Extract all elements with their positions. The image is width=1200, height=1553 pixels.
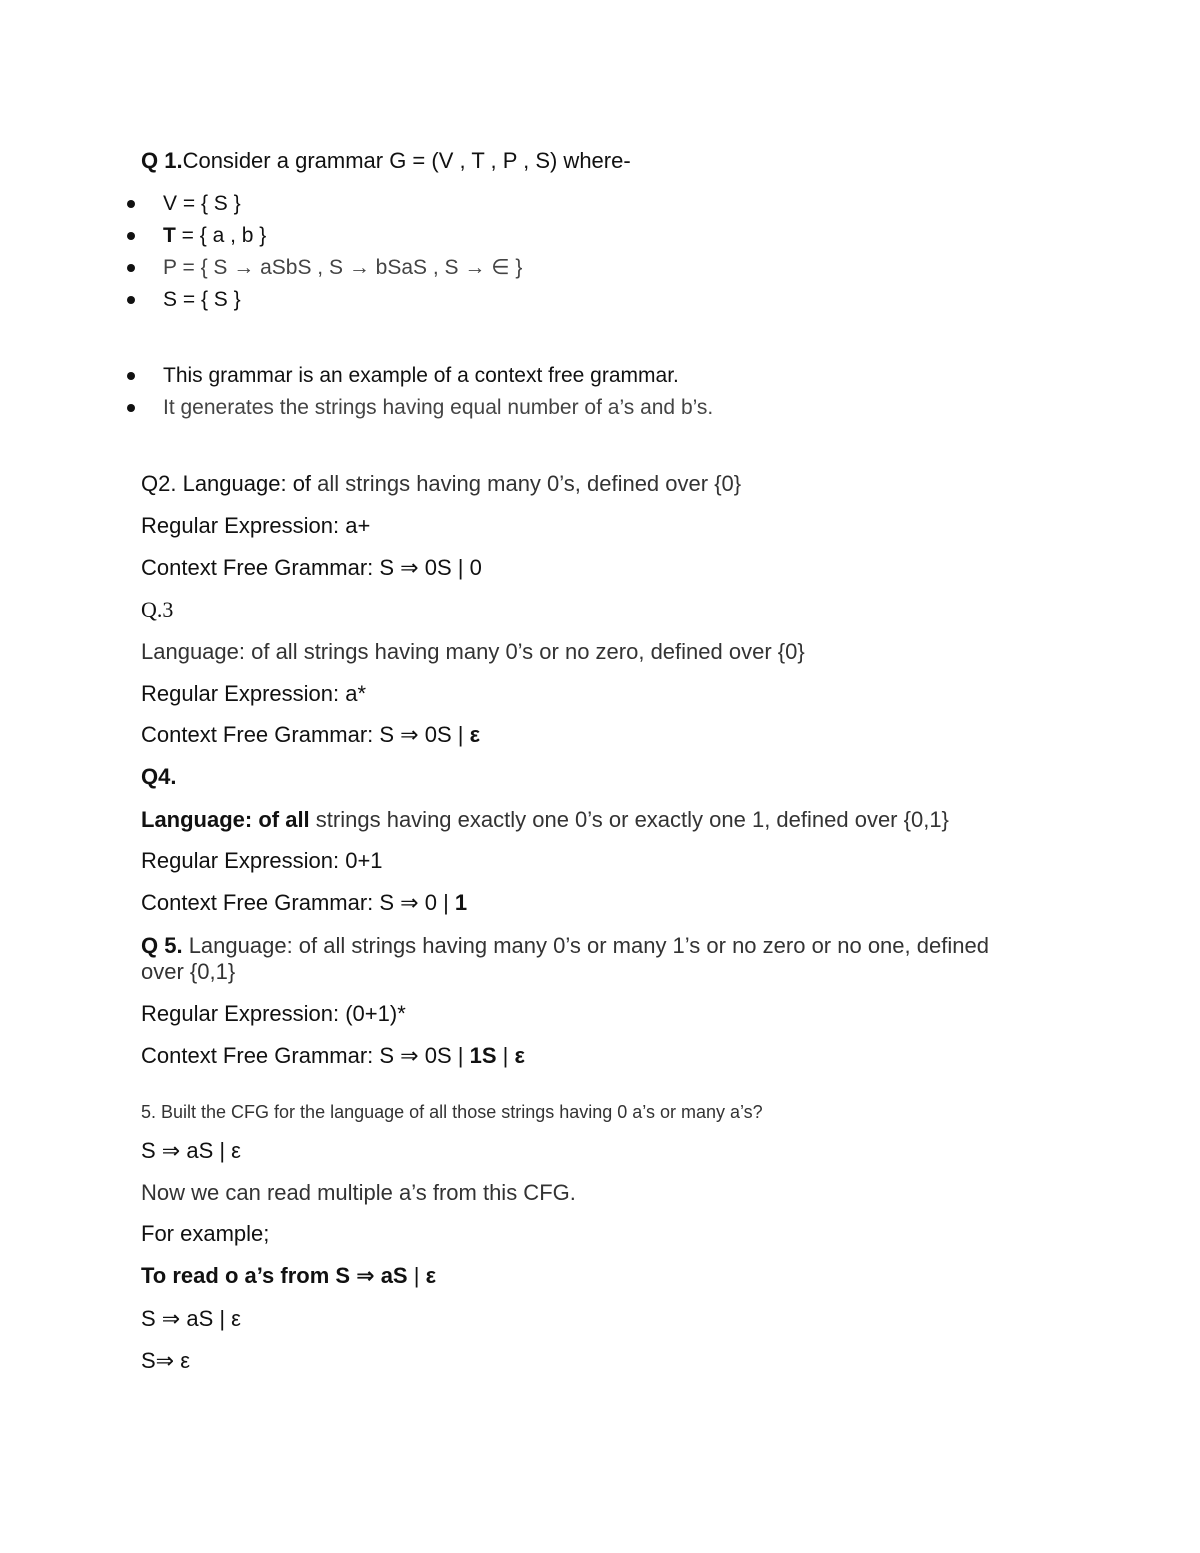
q2-regex: [141, 513, 370, 539]
read-heading-epsilon: ε: [425, 1263, 437, 1288]
def-label: P: [163, 256, 177, 279]
q6-step-1: S ⇒ aS | ε: [141, 1306, 241, 1331]
list-item: [163, 363, 679, 389]
bullet-dot-icon: [127, 372, 135, 380]
note-text: It generates the strings having equal number of a’s and b’s.: [163, 396, 714, 419]
list-item: [163, 395, 713, 421]
q5-language-line1: [141, 933, 989, 959]
q6-read-heading: [141, 1263, 436, 1289]
cfg-bold-value: 1S: [469, 1043, 497, 1068]
regex-value: (0+1)*: [345, 1001, 406, 1026]
def-label: T: [163, 224, 176, 247]
q6-example-label: For example;: [141, 1221, 270, 1246]
q4-regex: [141, 848, 383, 874]
q3-cfg: [141, 722, 480, 748]
bullet-dot-icon: [127, 264, 135, 272]
q3-heading: Q.3: [141, 597, 174, 622]
q2-language-label: Language: of: [176, 471, 312, 496]
q2-language-text: all strings having many 0’s, defined over {0}: [311, 471, 742, 496]
def-label: V: [163, 192, 178, 215]
cfg-value: S ⇒ 0S |: [379, 1043, 470, 1068]
regex-label: Regular Expression:: [141, 1001, 346, 1026]
list-item: [163, 223, 266, 249]
q2-language: [141, 471, 741, 497]
q5-prefix: Q 5.: [141, 933, 183, 958]
cfg-value: S ⇒ 0 |: [379, 890, 455, 915]
q5-regex: [141, 1001, 406, 1027]
q1-prefix: Q 1.: [141, 148, 183, 173]
def-value: = { S → aSbS , S → bSaS , S → ∈ }: [176, 256, 523, 279]
cfg-label: Context Free Grammar:: [141, 890, 380, 915]
bullet-dot-icon: [127, 200, 135, 208]
cfg-separator: |: [496, 1043, 515, 1068]
list-item: [163, 191, 241, 217]
list-item: [163, 255, 522, 281]
q4-heading: Q4.: [141, 764, 177, 789]
cfg-epsilon: ε: [469, 722, 481, 747]
cfg-epsilon: ε: [514, 1043, 525, 1068]
q1-title: Consider a grammar G = (V , T , P , S) where-: [182, 148, 631, 173]
def-value: = { S }: [177, 288, 241, 311]
q5-language-text: Language: of all strings having many 0’s or many 1’s or no zero or no one, defined: [182, 933, 989, 958]
cfg-bold-value: 1: [454, 890, 468, 915]
q4-language: [141, 807, 949, 833]
regex-label: Regular Expression:: [141, 513, 346, 538]
q6-rule: S ⇒ aS | ε: [141, 1138, 241, 1163]
q1-heading: [141, 148, 631, 174]
cfg-value: S ⇒ 0S |: [379, 722, 470, 747]
q3-language: Language: of all strings having many 0’s or no zero, defined over {0}: [141, 639, 805, 664]
q6-step-2: S⇒ ε: [141, 1348, 191, 1373]
q2-prefix: Q2.: [141, 471, 177, 496]
bullet-dot-icon: [127, 232, 135, 240]
q4-language-text: strings having exactly one 0’s or exactly one 1, defined over {0,1}: [309, 807, 949, 832]
def-value: = { a , b }: [175, 224, 267, 247]
note-text: This grammar is an example of a context free grammar.: [163, 364, 679, 387]
q3-regex: [141, 681, 366, 707]
regex-value: 0+1: [345, 848, 383, 873]
cfg-label: Context Free Grammar:: [141, 722, 380, 747]
q6-question: 5. Built the CFG for the language of all those strings having 0 a’s or many a’s?: [141, 1102, 763, 1122]
cfg-label: Context Free Grammar:: [141, 555, 380, 580]
regex-label: Regular Expression:: [141, 848, 346, 873]
regex-value: a*: [345, 681, 367, 706]
q5-language-line2: over {0,1}: [141, 959, 236, 984]
list-item: [163, 287, 241, 313]
q2-cfg: [141, 555, 482, 581]
q6-explanation: Now we can read multiple a’s from this CFG.: [141, 1180, 576, 1205]
def-label: S: [163, 288, 178, 311]
read-heading-separator: |: [407, 1263, 426, 1288]
def-value: = { S }: [177, 192, 241, 215]
bullet-dot-icon: [127, 296, 135, 304]
cfg-value: S ⇒ 0S | 0: [379, 555, 482, 580]
bullet-dot-icon: [127, 404, 135, 412]
read-heading-text: To read o a’s from S ⇒ aS: [141, 1263, 408, 1288]
regex-label: Regular Expression:: [141, 681, 346, 706]
q4-cfg: [141, 890, 467, 916]
regex-value: a+: [345, 513, 371, 538]
cfg-label: Context Free Grammar:: [141, 1043, 380, 1068]
q5-cfg: [141, 1043, 525, 1069]
q4-language-label: Language: of all: [141, 807, 310, 832]
